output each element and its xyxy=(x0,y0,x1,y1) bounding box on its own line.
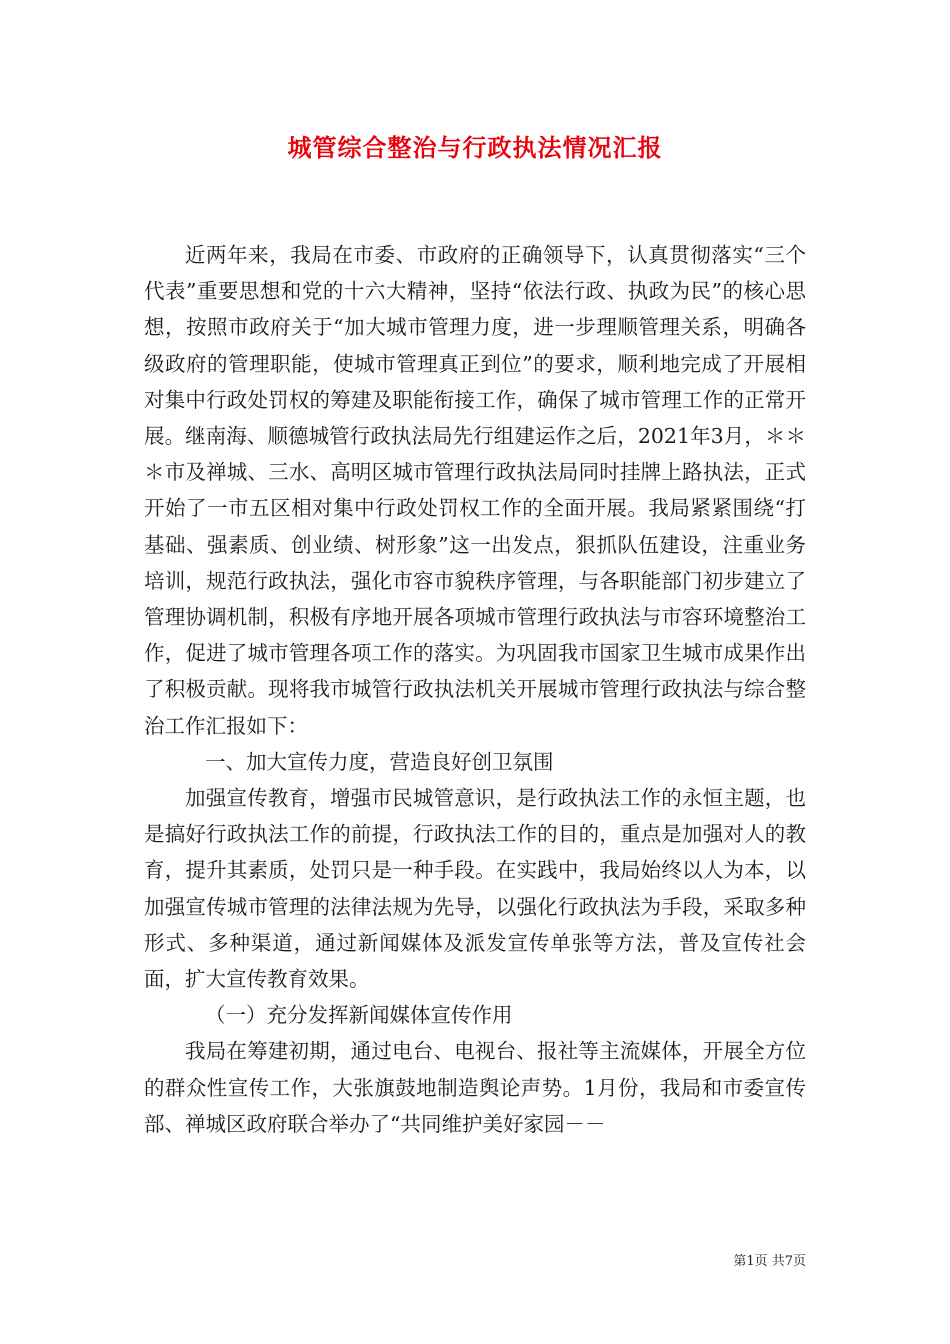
section-heading-1: 一、加大宣传力度，营造良好创卫氛围 xyxy=(205,749,554,774)
paragraph-media: 我局在筹建初期，通过电台、电视台、报社等主流媒体，开展全方位的群众性宣传工作，大张旗鼓地制造舆论声势。1月份，我局和市委宣传部、禅城区政府联合举办了“共同维护美好家园－－ xyxy=(144,1039,806,1136)
paragraph-publicity: 加强宣传教育，增强市民城管意识，是行政执法工作的永恒主题，也是搞好行政执法工作的前提，行政执法工作的目的，重点是加强对人的教育，提升其素质，处罚只是一种手段。在实践中，我局始终以人为本，以加强宣传城市管理的法律法规为先导，以强化行政执法为手段，采取多种形式、多种渠道，通过新闻媒体及派发宣传单张等方法，普及宣传社会面，扩大宣传教育效果。 xyxy=(144,786,806,992)
page-number: 第1页 共7页 xyxy=(733,1254,806,1269)
subsection-heading-1: （一）充分发挥新闻媒体宣传作用 xyxy=(205,1003,513,1028)
document-body xyxy=(144,237,806,1142)
document-title: 城管综合整治与行政执法情况汇报 xyxy=(287,133,663,162)
paragraph-intro: 近两年来，我局在市委、市政府的正确领导下，认真贯彻落实“三个代表”重要思想和党的十六大精神，坚持“依法行政、执政为民”的核心思想，按照市政府关于“加大城市管理力度，进一步理顺管理关系，明确各级政府的管理职能，使城市管理真正到位”的要求，顺利地完成了开展相对集中行政处罚权的筹建及职能衔接工作，确保了城市管理工作的正常开展。继南海、顺德城管行政执法局先行组建运作之后，2021年3月，＊＊＊市及禅城、三水、高明区城市管理行政执法局同时挂牌上路执法，正式开始了一市五区相对集中行政处罚权工作的全面开展。我局紧紧围绕“打基础、强素质、创业绩、树形象”这一出发点，狠抓队伍建设，注重业务培训，规范行政执法，强化市容市貌秩序管理，与各职能部门初步建立了管理协调机制，积极有序地开展各项城市管理行政执法与市容环境整治工作，促进了城市管理各项工作的落实。为巩固我市国家卫生城市成果作出了积极贡献。现将我市城管行政执法机关开展城市管理行政执法与综合整治工作汇报如下： xyxy=(144,243,806,738)
